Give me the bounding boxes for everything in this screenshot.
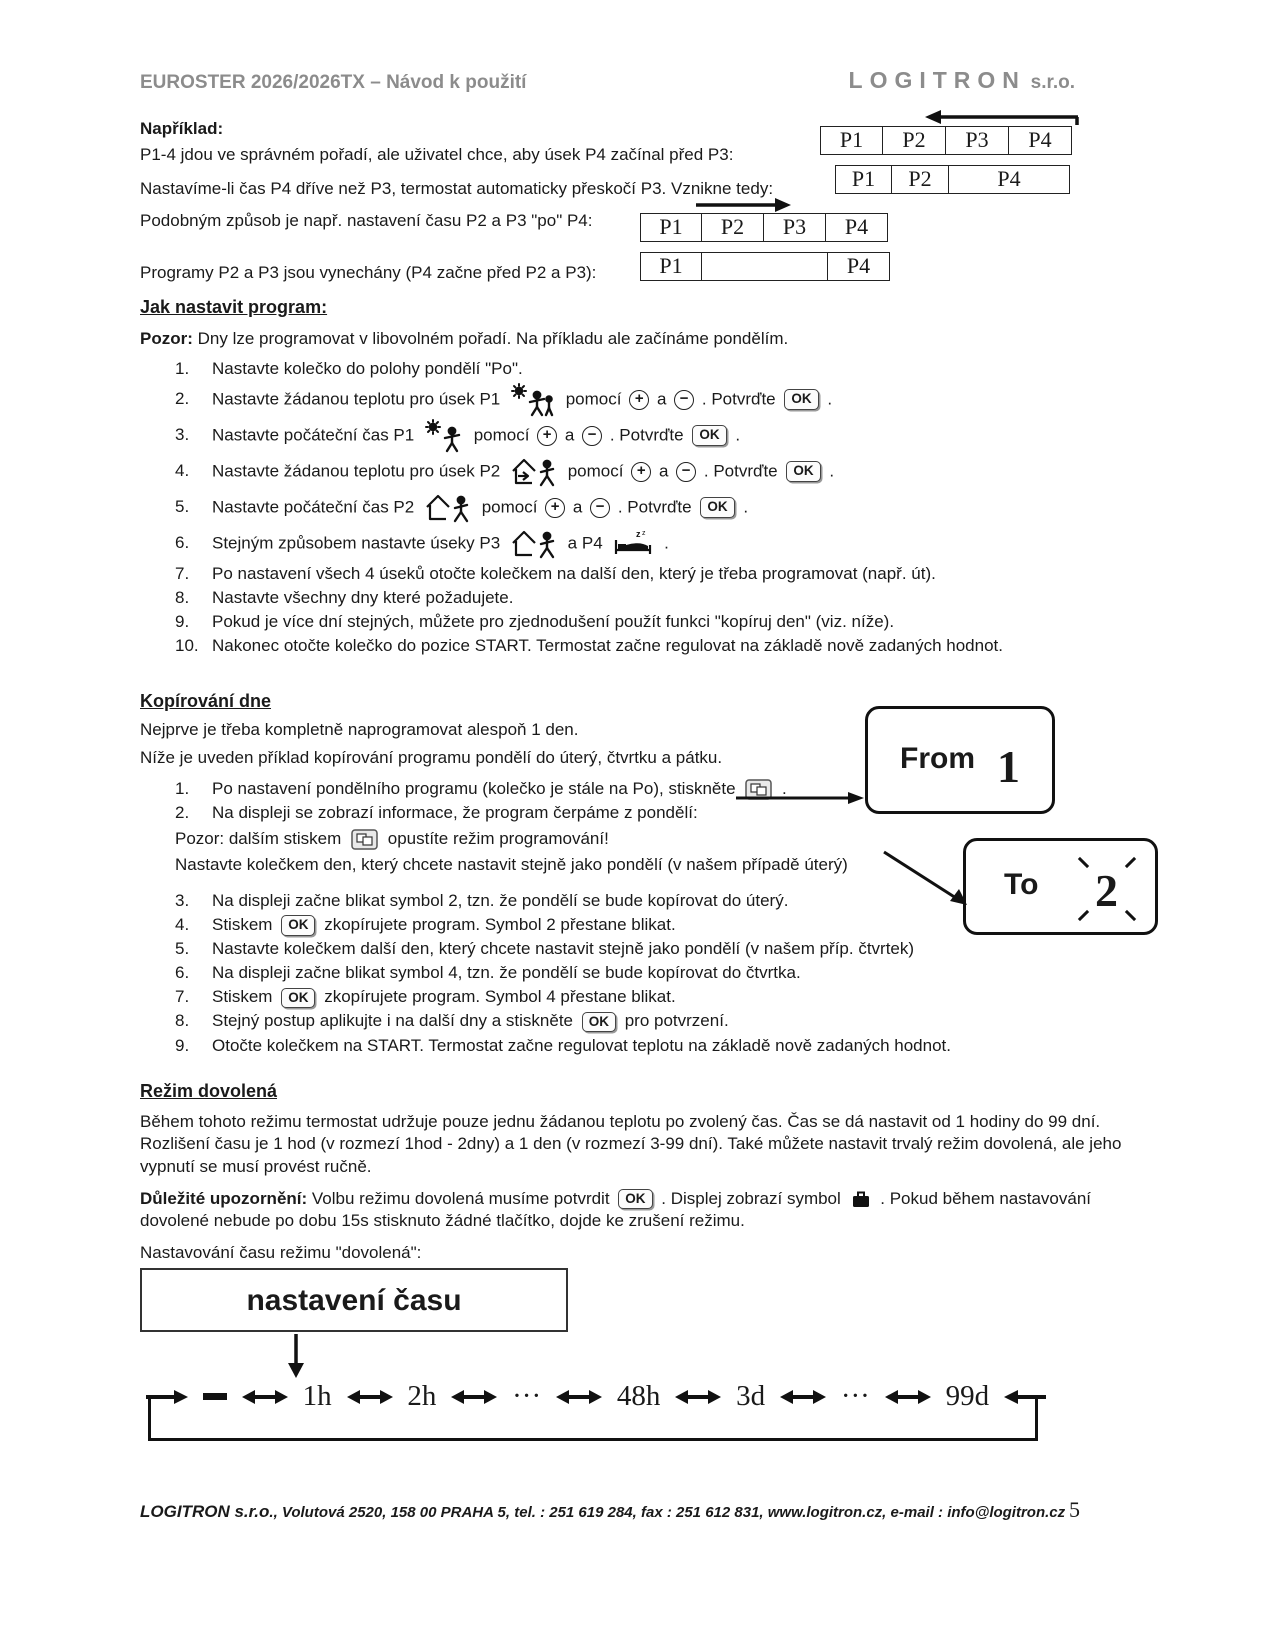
step-text: Nastavte kolečko do polohy pondělí "Po". (212, 359, 523, 379)
svg-text:z: z (642, 529, 646, 537)
period-cell: P1 (640, 213, 702, 242)
step-text: Nastavte počáteční čas P2 pomocí + a − . Potvrďte OK . (212, 491, 1145, 525)
from-day-number: 1 (997, 741, 1020, 792)
step-text: Na displeji začne blikat symbol 4, tzn. že pondělí se bude kopírovat do čtvrtka. (212, 963, 801, 983)
footer-address: LOGITRON s.r.o., Volutová 2520, 158 00 PRAHA 5, tel. : 251 619 284, fax : 251 612 831, www.logitron.cz, e-mail : info@logitron.cz (140, 1502, 1066, 1521)
program-step-10 (175, 635, 1145, 657)
arrow-both-icon (347, 1388, 393, 1406)
copy-step-8 (175, 1010, 1005, 1032)
page-footer (140, 1496, 1080, 1525)
logo-suffix: s.r.o. (1030, 72, 1075, 93)
ok-button-icon: OK (784, 389, 818, 410)
sequence-value: 1h (302, 1380, 332, 1412)
arrow-both-icon (885, 1388, 931, 1406)
copy-intro-1: Nejprve je třeba kompletně naprogramovat alespoň 1 den. (140, 720, 579, 740)
step-number: 2. (175, 802, 190, 822)
arrow-both-icon (242, 1388, 288, 1406)
blink-tick-icon (1078, 857, 1089, 868)
period-cell-empty (702, 252, 828, 281)
step-text: Nakonec otočte kolečko do pozice START. Termostat začne regulovat na základě nově zadaných hodnot. (212, 635, 1003, 655)
step-text: Pokud je více dní stejných, můžete pro zjednodušení použít funkci "kopíruj den" (viz. níže). (212, 611, 895, 631)
step-number: 5. (175, 497, 190, 517)
holiday-paragraph: Během tohoto režimu termostat udržuje pouze jednu žádanou teplotu po zvolený čas. Čas se dá nastavit od 1 hodiny do 99 dní. Rozlišení času je 1 hod (v rozmezí 1hod - 2dny) a 1 den (v rozmezí 3-99 dní). Také můžete nastavit trvalý režim dovolená, ale jeho vypnutí se musí provést ručně. (140, 1112, 1122, 1176)
step-number: 6. (175, 963, 190, 983)
pointer-arrow-icon (882, 848, 970, 910)
plus-button-icon: + (537, 426, 557, 446)
copy-step-9 (175, 1035, 1005, 1057)
sun-person-icon (510, 383, 556, 417)
from-label: From (900, 742, 975, 775)
example-line-4: Programy P2 a P3 jsou vynechány (P4 začne před P2 a P3): (140, 263, 597, 282)
arrow-both-icon (451, 1388, 497, 1406)
step-text: Nastavte počáteční čas P1 pomocí + a − . Potvrďte OK . (212, 419, 1145, 453)
arrow-down-icon (286, 1334, 306, 1378)
period-cell: P3 (764, 213, 826, 242)
night-bed-icon (612, 528, 654, 560)
copy-step-5 (175, 938, 1005, 960)
example-line-1: P1-4 jdou ve správném pořadí, ale uživatel chce, aby úsek P4 začínal před P3: (140, 145, 734, 164)
house-person-icon (510, 527, 558, 561)
svg-text:z: z (636, 528, 641, 539)
minus-button-icon: − (582, 426, 602, 446)
copy-step-7 (175, 986, 1005, 1008)
step-number: 4. (175, 915, 190, 935)
example-title: Například: (140, 119, 224, 138)
minus-button-icon: − (674, 390, 694, 410)
period-table-4 (640, 252, 890, 281)
period-cell: P4 (1009, 126, 1072, 155)
period-table-1 (820, 126, 1072, 155)
sequence-value: 48h (616, 1380, 661, 1412)
example-line-2: Nastavíme-li čas P4 dříve než P3, termostat automaticky přeskočí P3. Vznikne tedy: (140, 179, 774, 198)
to-label: To (1004, 868, 1039, 901)
plus-button-icon: + (545, 498, 565, 518)
blinking-day-number: 2 (1075, 849, 1139, 925)
minus-button-icon: − (590, 498, 610, 518)
period-cell: P1 (835, 165, 892, 194)
sequence-ellipsis: ··· (840, 1380, 870, 1412)
step-number: 2. (175, 389, 190, 409)
house-person-icon (424, 491, 472, 525)
ok-button-icon: OK (281, 915, 315, 936)
program-steps (175, 358, 1145, 656)
holiday-section (140, 1080, 1135, 1264)
logo-text: LOGITRON (848, 67, 1026, 93)
arrow-left-icon (1004, 1388, 1046, 1406)
program-step-5 (175, 491, 1145, 525)
footer-company: LOGITRON s.r.o (140, 1502, 270, 1521)
display-from-box (865, 706, 1055, 814)
step-number: 6. (175, 533, 190, 553)
arrow-both-icon (675, 1388, 721, 1406)
period-cell: P4 (828, 252, 890, 281)
holiday-title: Režim dovolená (140, 1081, 278, 1101)
step-number: 7. (175, 563, 190, 583)
ok-button-icon: OK (281, 988, 315, 1009)
period-cell: P1 (640, 252, 702, 281)
ok-button-icon: OK (618, 1189, 652, 1210)
step-text: Otočte kolečkem na START. Termostat začne regulovat teplotu na základě nově zadaných hodnot. (212, 1035, 951, 1055)
example-line-3: Podobným způsob je např. nastavení času P2 a P3 "po" P4: (140, 211, 593, 230)
copy-steps-2 (175, 890, 1005, 1057)
plus-button-icon: + (629, 390, 649, 410)
period-cell: P2 (702, 213, 764, 242)
step-number: 8. (175, 1011, 190, 1031)
ok-button-icon: OK (692, 425, 726, 446)
period-cell: P3 (946, 126, 1009, 155)
step-number: 4. (175, 461, 190, 481)
note-bold: Pozor: (140, 329, 193, 349)
ok-button-icon: OK (700, 497, 734, 518)
period-cell: P1 (820, 126, 883, 155)
ok-button-icon: OK (582, 1012, 616, 1033)
display-to-box (963, 838, 1158, 935)
step-number: 5. (175, 939, 190, 959)
step-text: Stiskem OK zkopírujete program. Symbol 4 přestane blikat. (212, 987, 676, 1007)
step-text: Nastavte kolečkem další den, který chcete nastavit stejně jako pondělí (v našem příp. čtvrtek) (212, 939, 915, 959)
suitcase-icon (851, 1190, 871, 1209)
period-table-2 (835, 165, 1070, 194)
sequence-value: 99d (945, 1380, 990, 1412)
program-step-4 (175, 455, 1145, 489)
minus-button-icon: − (676, 462, 696, 482)
time-sequence (146, 1378, 1046, 1416)
copy-note: Nastavte kolečkem den, který chcete nastavit stejně jako pondělí (v našem případě úterý) (175, 854, 848, 874)
step-text: Po nastavení všech 4 úseků otočte kolečkem na další den, který je třeba programovat (např. út). (212, 563, 936, 583)
company-logo (849, 66, 1075, 96)
holiday-important: Důležité upozornění: Volbu režimu dovolená musíme potvrdit OK . Displej zobrazí symbol . Pokud během nastavování dovolené nebude po dobu 15s stisknuto žádné tlačítko, dojde ke zrušení režimu. (140, 1188, 1092, 1230)
sequence-dash (203, 1393, 227, 1400)
copy-intro-2: Níže je uveden příklad kopírování programu pondělí do úterý, čtvrtku a pátku. (140, 748, 723, 768)
step-text: Stiskem OK zkopírujete program. Symbol 2 přestane blikat. (212, 915, 676, 935)
plus-button-icon: + (631, 462, 651, 482)
program-title: Jak nastavit program: (140, 297, 328, 317)
step-number: 9. (175, 611, 190, 631)
sun-person-icon (424, 419, 464, 453)
note-text: Dny lze programovat v libovolném pořadí. Na příkladu ale začínáme pondělím. (197, 329, 789, 349)
pointer-arrow-icon (736, 790, 864, 806)
step-text: Nastavte žádanou teplotu pro úsek P2 pomocí + a − . Potvrďte OK . (212, 455, 1145, 489)
step-text: Na displeji začne blikat symbol 2, tzn. že pondělí se bude kopírovat do úterý. (212, 890, 789, 910)
time-diagram (140, 1268, 1145, 1453)
copy-day-button-icon (351, 829, 378, 850)
step-number: 7. (175, 987, 190, 1007)
step-number: 1. (175, 359, 190, 379)
ok-button-icon: OK (786, 461, 820, 482)
arrow-left-icon (925, 108, 1080, 126)
program-note (140, 328, 1145, 350)
program-step-9 (175, 611, 1145, 633)
copy-title: Kopírování dne (140, 691, 272, 711)
period-cell: P4 (949, 165, 1070, 194)
step-number: 9. (175, 1035, 190, 1055)
step-text: Stejným způsobem nastavte úseky P3 a P4 z z . (212, 527, 1145, 561)
blink-tick-icon (1125, 857, 1136, 868)
period-cell: P2 (892, 165, 949, 194)
arrow-right-icon (146, 1388, 188, 1406)
period-cell: P4 (826, 213, 888, 242)
copy-day-section (140, 690, 1180, 1090)
copy-warning: Pozor: dalším stiskem opustíte režim programování! (175, 828, 975, 850)
step-number: 1. (175, 778, 190, 798)
copy-step-3 (175, 890, 1005, 912)
holiday-setting-line: Nastavování času režimu "dovolená": (140, 1242, 422, 1262)
step-text: Po nastavení pondělního programu (kolečko je stále na Po), stiskněte . (212, 778, 1005, 800)
arrow-both-icon (780, 1388, 826, 1406)
period-cell: P2 (883, 126, 946, 155)
program-step-2 (175, 383, 1145, 417)
step-number: 10. (175, 635, 199, 655)
step-number: 8. (175, 587, 190, 607)
program-step-6 (175, 527, 1145, 561)
document-title: EUROSTER 2026/2026TX – Návod k použití (140, 72, 527, 93)
step-text: Nastavte všechny dny které požadujete. (212, 587, 514, 607)
example-section (140, 118, 1145, 304)
arrow-both-icon (556, 1388, 602, 1406)
blink-tick-icon (1078, 910, 1089, 921)
step-text: Nastavte žádanou teplotu pro úsek P1 pomocí + a − . Potvrďte OK . (212, 383, 1145, 417)
sequence-ellipsis: ··· (512, 1380, 542, 1412)
page-number: 5 (1069, 1497, 1080, 1522)
time-setting-box: nastavení času (140, 1268, 568, 1332)
copy-step-6 (175, 962, 1005, 984)
program-section (140, 296, 1145, 659)
step-text: Stejný postup aplikujte i na další dny a stiskněte OK pro potvrzení. (212, 1011, 729, 1031)
program-step-8 (175, 587, 1145, 609)
sequence-value: 3d (736, 1380, 766, 1412)
program-step-7 (175, 563, 1145, 585)
sequence-value: 2h (407, 1380, 437, 1412)
page-header (140, 66, 1075, 96)
important-bold: Důležité upozornění: (140, 1188, 308, 1208)
arrow-right-icon (696, 196, 791, 214)
program-step-1 (175, 358, 1145, 380)
copy-step-4 (175, 914, 1005, 936)
program-step-3 (175, 419, 1145, 453)
house-person-icon (510, 455, 558, 489)
blink-tick-icon (1125, 910, 1136, 921)
step-text: Na displeji se zobrazí informace, že program čerpáme z pondělí: (212, 802, 698, 822)
step-number: 3. (175, 425, 190, 445)
period-table-3 (640, 213, 888, 242)
step-number: 3. (175, 890, 190, 910)
